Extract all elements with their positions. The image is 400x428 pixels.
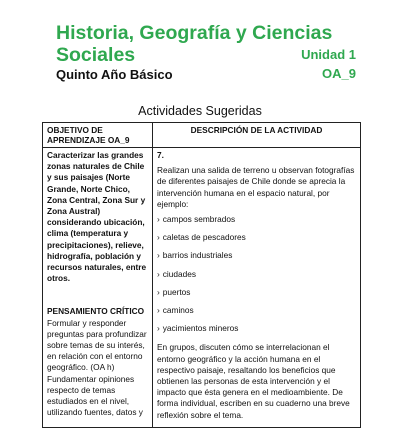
objective-code: OA_9: [322, 66, 356, 81]
subject-title-line-1: Historia, Geografía y Ciencias: [56, 22, 333, 44]
activity-closing: En grupos, discuten cómo se interrelacionan el entorno geográfico y la acción humana en el respectivo paisaje, resaltando los beneficios que obtienen las personas de esta intervención y el impacto que ésta genera en el medioambiente. De forma individual, escriben en su cuaderno una breve reflexión sobre el tema.: [157, 342, 350, 420]
objective-cell: [43, 148, 153, 428]
list-item: › yacimientos mineros: [157, 323, 239, 334]
bullet-mark-icon: ›: [157, 250, 160, 261]
list-item: › caletas de pescadores: [157, 232, 246, 243]
table-header-row: [43, 123, 361, 148]
critical-thinking-text: Formular y responder preguntas para profundizar sobre temas de su interés, en relación con el entorno geográfico. (OA h) Fundamentar opiniones respecto de temas estudiados en el nivel, utilizando fuentes, datos y: [47, 317, 147, 418]
activity-intro: Realizan una salida de terreno u observan fotografías de diferentes paisajes de Chile donde se aprecia la intervención humana en el espacio natural, por ejemplo:: [157, 165, 355, 209]
bullet-mark-icon: ›: [157, 323, 160, 334]
list-item: › ciudades: [157, 268, 196, 279]
bullet-mark-icon: ›: [157, 305, 160, 316]
description-column-header: DESCRIPCIÓN DE LA ACTIVIDAD: [153, 123, 361, 148]
subject-title-line-2: Sociales: [56, 44, 136, 66]
table-row: [43, 148, 361, 428]
critical-thinking-title: PENSAMIENTO CRÍTICO: [47, 306, 145, 317]
unit-label: Unidad 1: [301, 47, 356, 62]
bullet-mark-icon: ›: [157, 214, 160, 225]
description-cell: [153, 148, 361, 428]
bullet-mark-icon: ›: [157, 286, 160, 297]
list-item: › barrios industriales: [157, 250, 233, 261]
example-list: [157, 214, 356, 334]
list-item: › puertos: [157, 286, 191, 297]
activities-table: [42, 122, 361, 428]
bullet-mark-icon: ›: [157, 232, 160, 243]
activity-number: 7.: [157, 150, 164, 160]
course-name: Quinto Año Básico: [56, 67, 173, 82]
bullet-mark-icon: ›: [157, 268, 160, 279]
objective-column-header: OBJETIVO DE APRENDIZAJE OA_9: [43, 123, 153, 148]
list-item: › campos sembrados: [157, 214, 236, 225]
section-title: Actividades Sugeridas: [138, 104, 262, 118]
objective-text: Caracterizar las grandes zonas naturales de Chile y sus paisajes (Norte Grande, Norte Chico, Zona Central, Zona Sur y Zona Austral) considerando ubicación, clima (temperatura y precipitaciones), relieve, hidrografía, población y recursos naturales, entre otros.: [47, 150, 147, 284]
list-item: › caminos: [157, 305, 194, 316]
document-header: [56, 22, 356, 84]
